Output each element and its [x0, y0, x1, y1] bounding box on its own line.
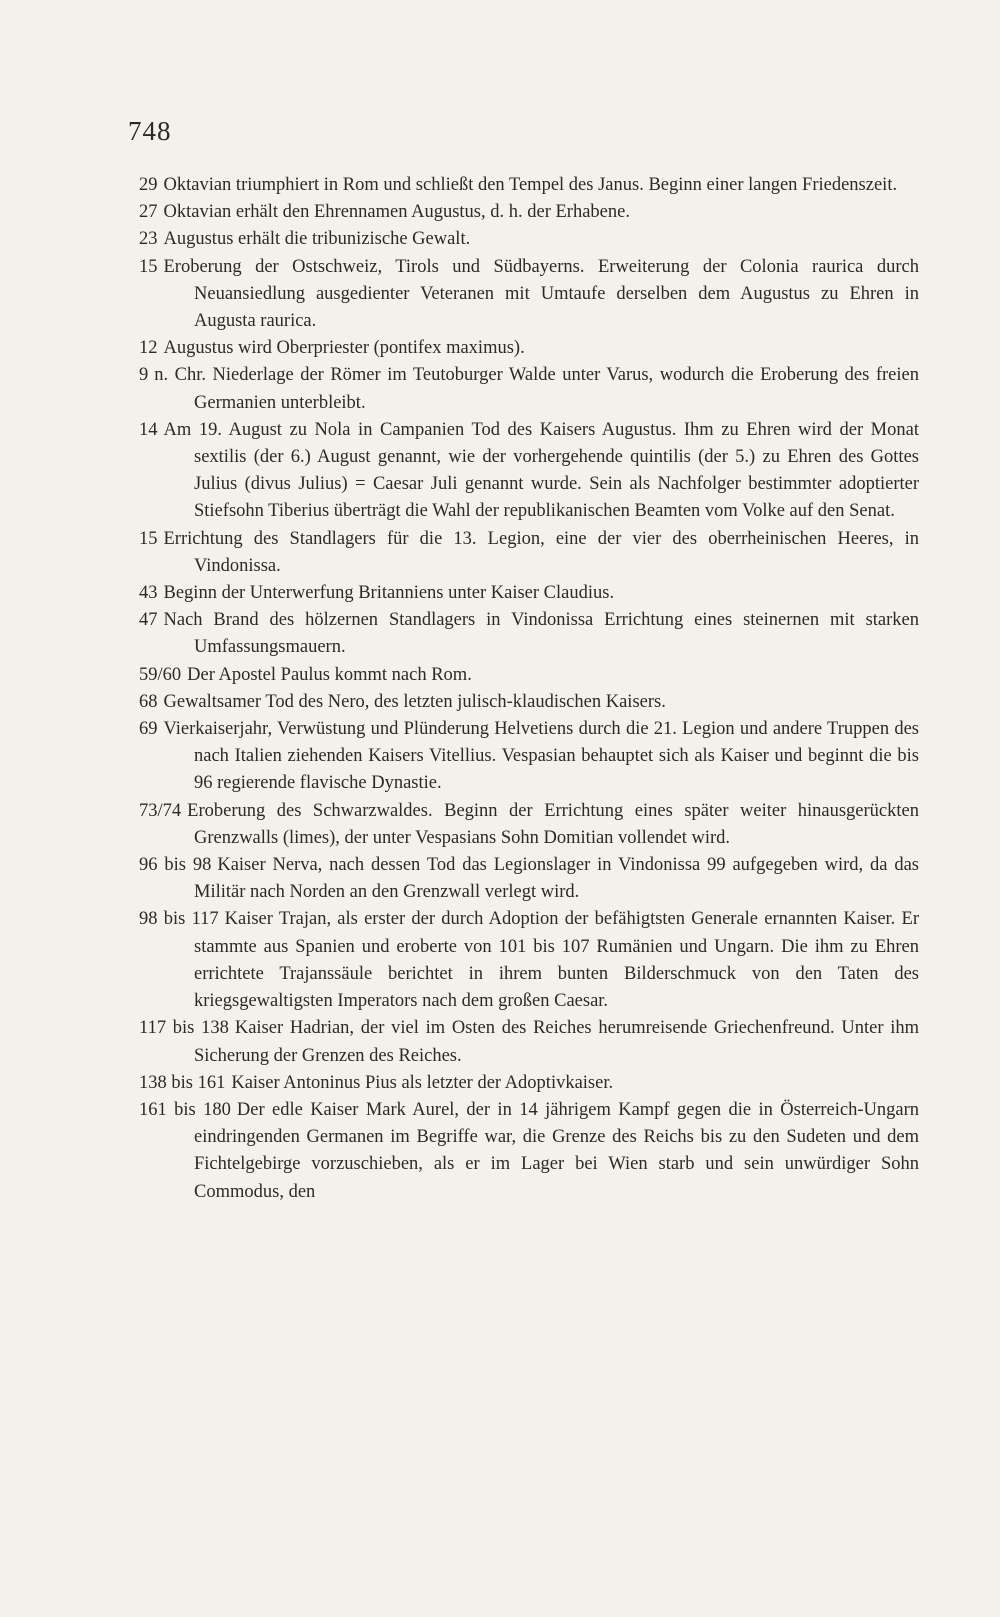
entry-text: Beginn der Unterwerfung Britanniens unter Kaiser Claudius. — [163, 583, 615, 604]
chronology-entry — [139, 798, 919, 852]
chronology-entry — [139, 526, 919, 580]
entry-text: Der edle Kaiser Mark Aurel, der in 14 jährigem Kampf gegen die in Österreich-Ungarn eindringenden Germanen im Begriffe war, die Grenze des Reichs bis zu den Sudeten und dem Fichtelgebirge vorzuschieben, als er im Lager bei Wien starb und sein unwürdiger Sohn Commodus, den — [194, 1099, 919, 1202]
entry-year: 15 — [139, 256, 158, 277]
entry-text: Kaiser Trajan, als erster der durch Adoption der befähigtsten Generale ernannten Kaiser. Er stammte aus Spanien und eroberte von 101 bis 107 Rumänien und Ungarn. Die ihm zu Ehren errichtete Trajanssäule berichtet in ihrem bunten Bilderschmuck von den Taten des kriegsgewaltigsten Imperators nach dem großen Caesar. — [194, 909, 920, 1012]
chronology-entry — [139, 1070, 919, 1097]
entry-year: 98 bis 117 — [139, 909, 219, 930]
entry-text: Kaiser Hadrian, der viel im Osten des Reiches herumreisende Griechenfreund. Unter ihm Sicherung der Grenzen des Reiches. — [194, 1018, 920, 1066]
chronology-entry — [139, 716, 919, 798]
entry-text: Nach Brand des hölzernen Standlagers in Vindonissa Errichtung eines steinernen mit starken Umfassungsmauern. — [163, 610, 919, 658]
entry-year: 96 bis 98 — [139, 855, 212, 876]
chronology-entry — [139, 226, 919, 253]
entry-year: 161 bis 180 — [139, 1099, 231, 1120]
entry-year: 23 — [139, 229, 158, 250]
entry-text: Augustus erhält die tribunizische Gewalt. — [163, 229, 471, 250]
chronology-entry — [139, 1097, 919, 1206]
chronology-entry — [139, 362, 919, 416]
chronology-entry — [139, 662, 919, 689]
chronology-list — [139, 172, 919, 1206]
entry-text: Kaiser Nerva, nach dessen Tod das Legionslager in Vindonissa 99 aufgegeben wird, da das Militär nach Norden an den Grenzwall verlegt wird. — [194, 855, 919, 903]
entry-year: 15 — [139, 528, 158, 549]
entry-text: Am 19. August zu Nola in Campanien Tod des Kaisers Augustus. Ihm zu Ehren wird der Monat sextilis (der 6.) August genannt, wie der vorhergehende quintilis (der 5.) zu Ehren des Gottes Julius (divus Julius) = Caesar Juli genannt wurde. Sein als Nachfolger bestimmter adoptierter Stiefsohn Tiberius überträgt die Wahl der republikanischen Beamten vom Volke auf den Senat. — [163, 419, 919, 522]
entry-text: Errichtung des Standlagers für die 13. Legion, eine der vier des oberrheinischen Heeres, in Vindonissa. — [163, 528, 919, 576]
entry-year: 73/74 — [139, 800, 182, 821]
chronology-entry — [139, 417, 919, 526]
page-number: 748 — [128, 116, 172, 146]
entry-text: Gewaltsamer Tod des Nero, des letzten julisch-klaudischen Kaisers. — [163, 691, 666, 712]
entry-text: Oktavian triumphiert in Rom und schließt den Tempel des Janus. Beginn einer langen Friedenszeit. — [163, 175, 898, 195]
chronology-entry — [139, 1015, 919, 1069]
entry-text: Vierkaiserjahr, Verwüstung und Plünderung Helvetiens durch die 21. Legion und andere Truppen des nach Italien ziehenden Kaisers Vitellius. Vespasian behauptet sich als Kaiser und beginnt die bis 96 regierende flavische Dynastie. — [163, 719, 919, 794]
chronology-entry — [139, 199, 919, 226]
entry-year: 29 — [139, 175, 158, 195]
entry-year: 117 bis 138 — [139, 1018, 229, 1039]
entry-year: 27 — [139, 202, 158, 223]
entry-year: 59/60 — [139, 664, 182, 685]
chronology-entry — [139, 906, 919, 1015]
chronology-entry — [139, 254, 919, 336]
chronology-entry — [139, 580, 919, 607]
chronology-entry — [139, 852, 919, 906]
chronology-entry — [139, 335, 919, 362]
entry-year: 68 — [139, 691, 158, 712]
entry-text: Eroberung des Schwarzwaldes. Beginn der Errichtung eines später weiter hinausgerückten Grenzwalls (limes), der unter Vespasians Sohn Domitian vollendet wird. — [187, 800, 919, 848]
chronology-entry — [139, 689, 919, 716]
entry-text: Augustus wird Oberpriester (pontifex maximus). — [163, 338, 525, 359]
chronology-entry — [139, 607, 919, 661]
entry-text: Kaiser Antoninus Pius als letzter der Adoptivkaiser. — [231, 1072, 614, 1093]
entry-text: Oktavian erhält den Ehrennamen Augustus, d. h. der Erhabene. — [163, 202, 630, 223]
entry-year: 14 — [139, 419, 158, 440]
entry-year: 138 bis 161 — [139, 1072, 226, 1093]
entry-text: Eroberung der Ostschweiz, Tirols und Südbayerns. Erweiterung der Colonia raurica durch Neuansiedlung ausgedienter Veteranen mit Umtaufe derselben dem Augustus zu Ehren in Augusta raurica. — [163, 256, 919, 332]
chronology-entry — [139, 172, 919, 199]
entry-year: 12 — [139, 338, 158, 359]
entry-text: Der Apostel Paulus kommt nach Rom. — [187, 664, 472, 685]
entry-year: 9 — [139, 365, 149, 386]
entry-year: 47 — [139, 610, 158, 631]
entry-year: 43 — [139, 583, 158, 604]
entry-text: n. Chr. Niederlage der Römer im Teutoburger Walde unter Varus, wodurch die Eroberung des freien Germanien unterbleibt. — [154, 365, 919, 413]
entry-year: 69 — [139, 719, 158, 740]
